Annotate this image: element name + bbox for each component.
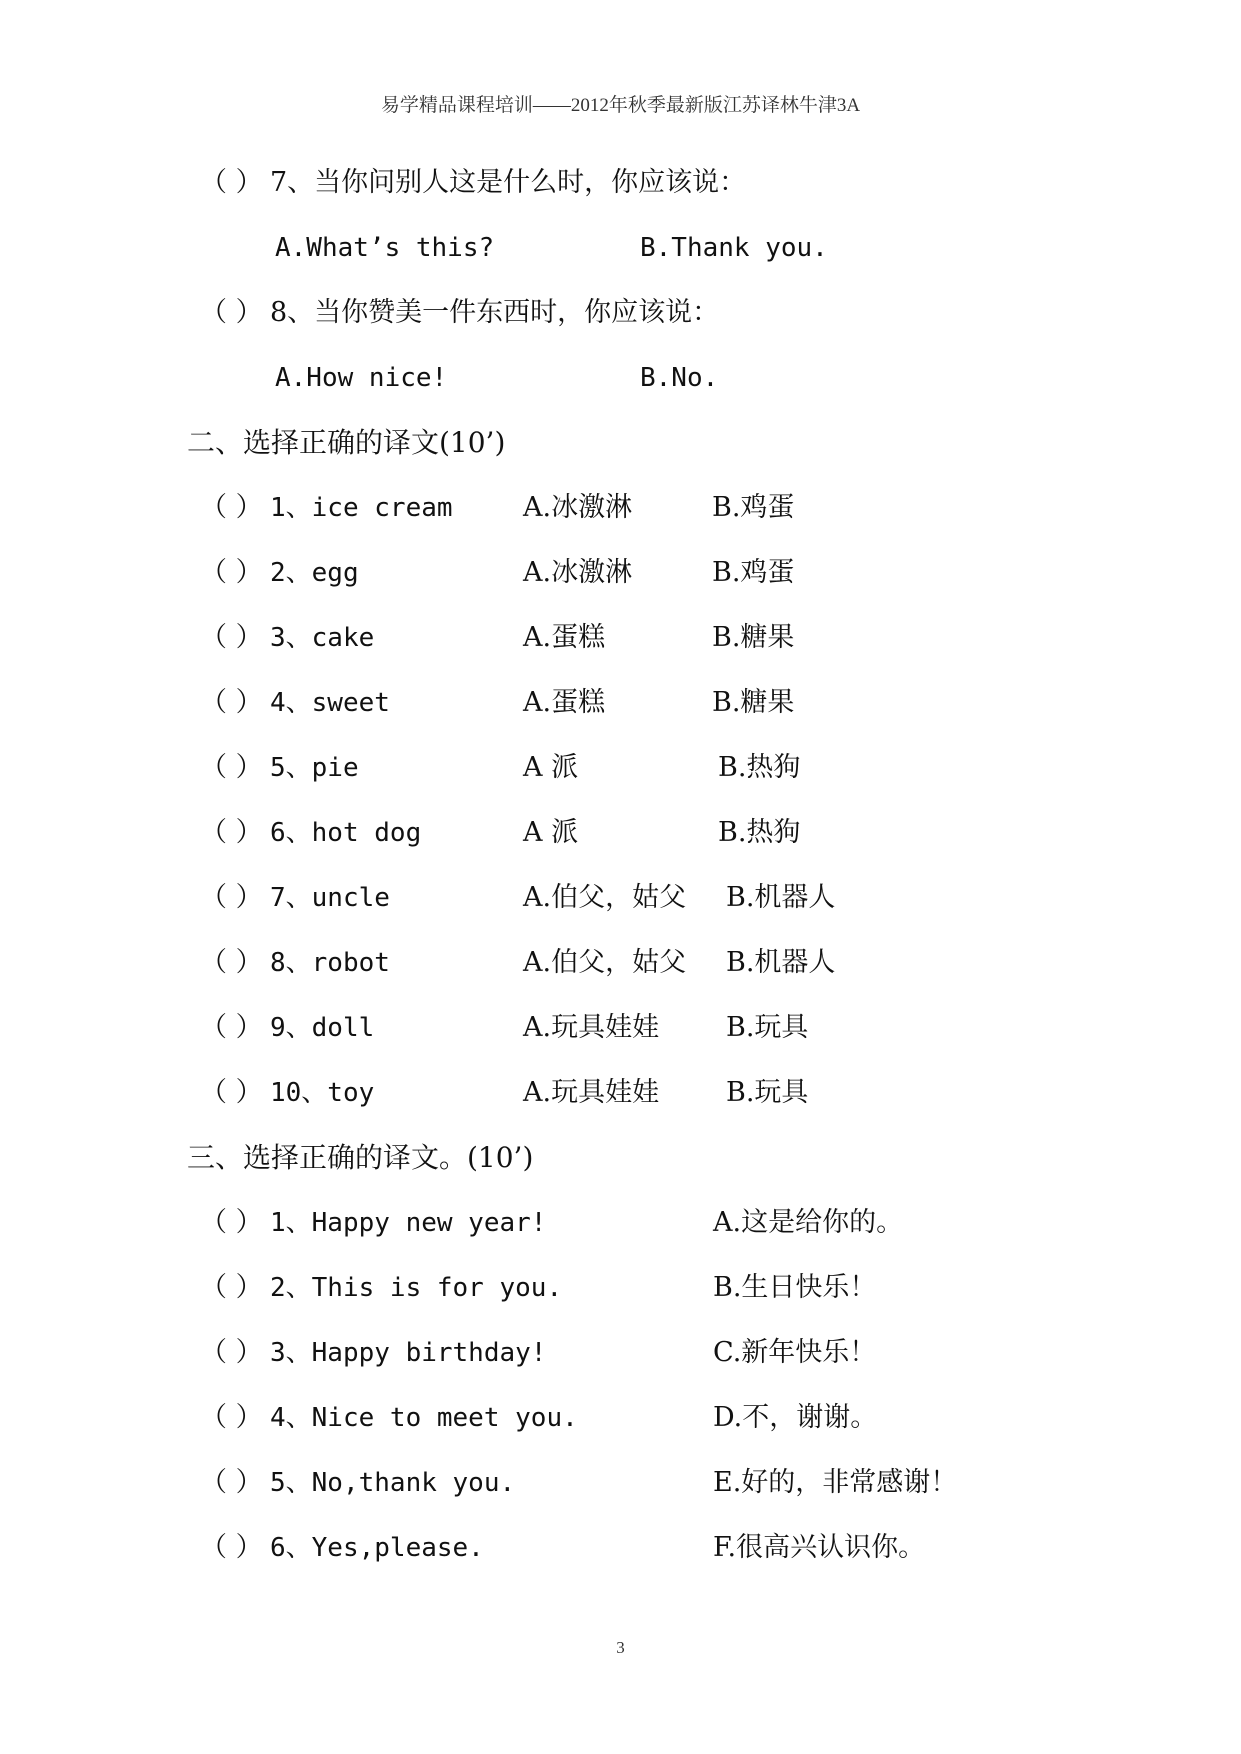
vocab-row bbox=[0, 876, 1241, 920]
option-b: B.热狗 bbox=[718, 817, 801, 848]
english-phrase: 5、No,thank you. bbox=[270, 1468, 516, 1498]
option-b: B.玩具 bbox=[726, 1077, 809, 1108]
answer-blank: （ ） bbox=[200, 1077, 263, 1108]
vocab-row bbox=[0, 941, 1241, 985]
option-a: A 派 bbox=[523, 817, 579, 848]
vocab-row bbox=[0, 681, 1241, 725]
chinese-translation: A.这是给你的。 bbox=[713, 1207, 904, 1238]
option-a: A.玩具娃娃 bbox=[523, 1077, 660, 1108]
answer-blank: （ ） bbox=[200, 1467, 263, 1498]
option-b: B.Thank you. bbox=[640, 233, 828, 263]
option-row bbox=[0, 356, 1241, 400]
answer-blank: （ ） bbox=[200, 557, 263, 588]
option-b: B.机器人 bbox=[726, 882, 836, 913]
matching-row bbox=[0, 1396, 1241, 1440]
option-b: B.No. bbox=[640, 363, 719, 393]
section-title: 三、选择正确的译文。(10’) bbox=[187, 1141, 534, 1174]
page-header: 易学精品课程培训——2012年秋季最新版江苏译林牛津3A bbox=[380, 95, 861, 116]
option-a: A.冰激淋 bbox=[523, 557, 633, 588]
answer-blank: （ ） bbox=[200, 297, 263, 328]
vocab-word: 2、egg bbox=[270, 558, 359, 588]
chinese-translation: C.新年快乐！ bbox=[713, 1337, 877, 1368]
matching-row bbox=[0, 1526, 1241, 1570]
option-a: A.冰激淋 bbox=[523, 492, 633, 523]
chinese-translation: E.好的，非常感谢！ bbox=[713, 1467, 958, 1498]
matching-row bbox=[0, 1331, 1241, 1375]
answer-blank: （ ） bbox=[200, 687, 263, 718]
question-text: 7、当你问别人这是什么时，你应该说： bbox=[270, 167, 747, 198]
vocab-word: 6、hot dog bbox=[270, 818, 422, 848]
option-b: B.糖果 bbox=[712, 687, 795, 718]
matching-row bbox=[0, 1201, 1241, 1245]
vocab-row bbox=[0, 1006, 1241, 1050]
answer-blank: （ ） bbox=[200, 882, 263, 913]
option-a: A.伯父，姑父 bbox=[523, 947, 687, 978]
answer-blank: （ ） bbox=[200, 1207, 263, 1238]
option-b: B.热狗 bbox=[718, 752, 801, 783]
vocab-row bbox=[0, 811, 1241, 855]
answer-blank: （ ） bbox=[200, 752, 263, 783]
answer-blank: （ ） bbox=[200, 1402, 263, 1433]
answer-blank: （ ） bbox=[200, 947, 263, 978]
option-a: A.How nice! bbox=[275, 363, 448, 393]
vocab-word: 4、sweet bbox=[270, 688, 390, 718]
question-row bbox=[0, 291, 1241, 335]
vocab-word: 8、robot bbox=[270, 948, 390, 978]
english-phrase: 2、This is for you. bbox=[270, 1273, 563, 1303]
section-title: 二、选择正确的译文(10’) bbox=[187, 426, 506, 459]
option-b: B.鸡蛋 bbox=[712, 557, 795, 588]
vocab-word: 10、toy bbox=[270, 1078, 375, 1108]
option-b: B.玩具 bbox=[726, 1012, 809, 1043]
english-phrase: 6、Yes,please. bbox=[270, 1533, 484, 1563]
vocab-row bbox=[0, 746, 1241, 790]
option-a: A 派 bbox=[523, 752, 579, 783]
option-a: A.蛋糕 bbox=[523, 687, 606, 718]
matching-row bbox=[0, 1461, 1241, 1505]
matching-row bbox=[0, 1266, 1241, 1310]
vocab-word: 7、uncle bbox=[270, 883, 390, 913]
vocab-row bbox=[0, 551, 1241, 595]
option-a: A.蛋糕 bbox=[523, 622, 606, 653]
section-heading bbox=[0, 421, 1241, 465]
english-phrase: 4、Nice to meet you. bbox=[270, 1403, 578, 1433]
question-text: 8、当你赞美一件东西时，你应该说： bbox=[270, 297, 720, 328]
english-phrase: 1、Happy new year! bbox=[270, 1208, 547, 1238]
answer-blank: （ ） bbox=[200, 492, 263, 523]
vocab-word: 1、ice cream bbox=[270, 493, 453, 523]
page-number: 3 bbox=[616, 1638, 625, 1657]
answer-blank: （ ） bbox=[200, 1272, 263, 1303]
answer-blank: （ ） bbox=[200, 1012, 263, 1043]
vocab-row bbox=[0, 616, 1241, 660]
chinese-translation: D.不，谢谢。 bbox=[713, 1402, 878, 1433]
answer-blank: （ ） bbox=[200, 167, 263, 198]
answer-blank: （ ） bbox=[200, 817, 263, 848]
english-phrase: 3、Happy birthday! bbox=[270, 1338, 547, 1368]
section-heading bbox=[0, 1136, 1241, 1180]
option-row bbox=[0, 226, 1241, 270]
option-b: B.机器人 bbox=[726, 947, 836, 978]
option-b: B.糖果 bbox=[712, 622, 795, 653]
option-a: A.伯父，姑父 bbox=[523, 882, 687, 913]
chinese-translation: B.生日快乐！ bbox=[713, 1272, 877, 1303]
chinese-translation: F.很高兴认识你。 bbox=[713, 1532, 926, 1563]
option-a: A.What’s this? bbox=[275, 233, 495, 263]
option-b: B.鸡蛋 bbox=[712, 492, 795, 523]
vocab-word: 3、cake bbox=[270, 623, 375, 653]
vocab-word: 5、pie bbox=[270, 753, 359, 783]
vocab-row bbox=[0, 1071, 1241, 1115]
answer-blank: （ ） bbox=[200, 622, 263, 653]
vocab-word: 9、doll bbox=[270, 1013, 375, 1043]
option-a: A.玩具娃娃 bbox=[523, 1012, 660, 1043]
vocab-row bbox=[0, 486, 1241, 530]
answer-blank: （ ） bbox=[200, 1337, 263, 1368]
question-row bbox=[0, 161, 1241, 205]
answer-blank: （ ） bbox=[200, 1532, 263, 1563]
